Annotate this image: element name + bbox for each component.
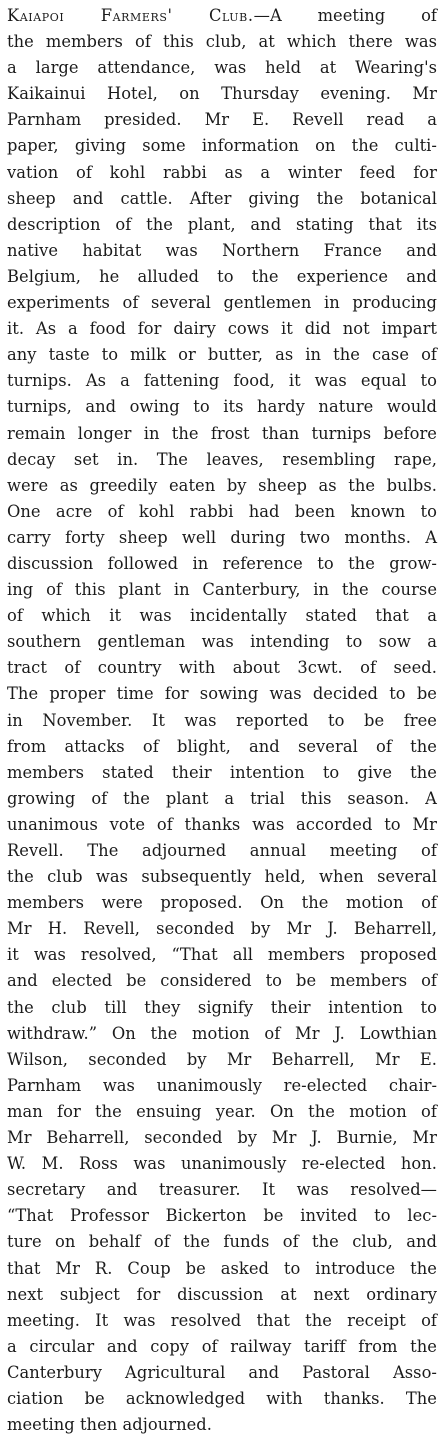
article-line: discussion followed in reference to the grow- (7, 553, 437, 573)
article-line: Mr H. Revell, seconded by Mr J. Beharrell, (7, 919, 437, 939)
article-line: the club till they signify their intention to (7, 997, 437, 1017)
article-line: secretary and treasurer. It was resolved— (7, 1180, 437, 1200)
article-line: Kaikainui Hotel, on Thursday evening. Mr (7, 84, 437, 104)
article-line: description of the plant, and stating that its (7, 214, 437, 234)
article-line: it. As a food for dairy cows it did not impart (7, 319, 437, 339)
article-line: a circular and copy of railway tariff from the (7, 1336, 437, 1356)
article-line: The proper time for sowing was decided to be (7, 684, 437, 704)
article-line: sheep and cattle. After giving the botanical (7, 188, 437, 208)
article-line: Parnham was unanimously re-elected chair- (7, 1075, 437, 1095)
article-line: ing of this plant in Canterbury, in the course (7, 580, 437, 600)
article-line: that Mr R. Coup be asked to introduce the (7, 1258, 437, 1278)
article-line: decay set in. The leaves, resembling rape, (7, 449, 437, 469)
article-line: turnips, and owing to its hardy nature would (7, 397, 437, 417)
article-line: paper, giving some information on the culti- (7, 136, 437, 156)
article-line: carry forty sheep well during two months. A (7, 527, 437, 547)
article-line: ciation be acknowledged with thanks. The (7, 1388, 437, 1408)
article-line: Belgium, he alluded to the experience and (7, 266, 437, 286)
article-line-1 (7, 3, 437, 29)
article-line: in November. It was reported to be free (7, 710, 437, 730)
article-line: meeting. It was resolved that the receipt of (7, 1310, 437, 1330)
article-line: the members of this club, at which there was (7, 32, 437, 52)
article-line: native habitat was Northern France and (7, 240, 437, 260)
article-line: growing of the plant a trial this season. A (7, 788, 437, 808)
article-line: were as greedily eaten by sheep as the bulbs. (7, 475, 437, 495)
article-line: any taste to milk or butter, as in the case of (7, 345, 437, 365)
article-line: southern gentleman was intending to sow a (7, 632, 437, 652)
article-headline: Kaiapoi Farmers' Club. (7, 6, 254, 25)
article-line: from attacks of blight, and several of the (7, 736, 437, 756)
article-line: Canterbury Agricultural and Pastoral Asso- (7, 1362, 437, 1382)
article-line: members were proposed. On the motion of (7, 893, 437, 913)
article-line-final: meeting then adjourned. (7, 1415, 212, 1435)
article-line: tract of country with about 3cwt. of seed. (7, 658, 437, 678)
article-line: and elected be considered to be members of (7, 971, 437, 991)
article-line: unanimous vote of thanks was accorded to Mr (7, 814, 437, 834)
article-line: withdraw.” On the motion of Mr J. Lowthian (7, 1023, 437, 1043)
article-line: man for the ensuing year. On the motion of (7, 1101, 437, 1121)
article-line: a large attendance, was held at Wearing's (7, 58, 437, 78)
article-line: experiments of several gentlemen in producing (7, 293, 437, 313)
article-line: One acre of kohl rabbi had been known to (7, 501, 437, 521)
article-line: vation of kohl rabbi as a winter feed for (7, 162, 437, 182)
article-line: members stated their intention to give the (7, 762, 437, 782)
article-line: Revell. The adjourned annual meeting of (7, 841, 437, 860)
article-line: next subject for discussion at next ordinary (7, 1284, 437, 1304)
article-line: ture on behalf of the funds of the club, and (7, 1232, 437, 1252)
article-line: Wilson, seconded by Mr Beharrell, Mr E. (7, 1049, 437, 1069)
article-line: W. M. Ross was unanimously re-elected hon. (7, 1154, 437, 1174)
article-line: it was resolved, “That all members proposed (7, 945, 437, 965)
article-line: remain longer in the frost than turnips before (7, 423, 437, 443)
article-line-1-text: —A meeting of (253, 6, 437, 25)
article-line: “That Professor Bickerton be invited to lec- (7, 1206, 437, 1226)
article-line: the club was subsequently held, when several (7, 867, 437, 887)
article-line: Mr Beharrell, seconded by Mr J. Burnie, Mr (7, 1128, 437, 1148)
article-line: turnips. As a fattening food, it was equal to (7, 371, 437, 391)
article-line: of which it was incidentally stated that a (7, 606, 437, 626)
article-line: Parnham presided. Mr E. Revell read a (7, 110, 437, 130)
